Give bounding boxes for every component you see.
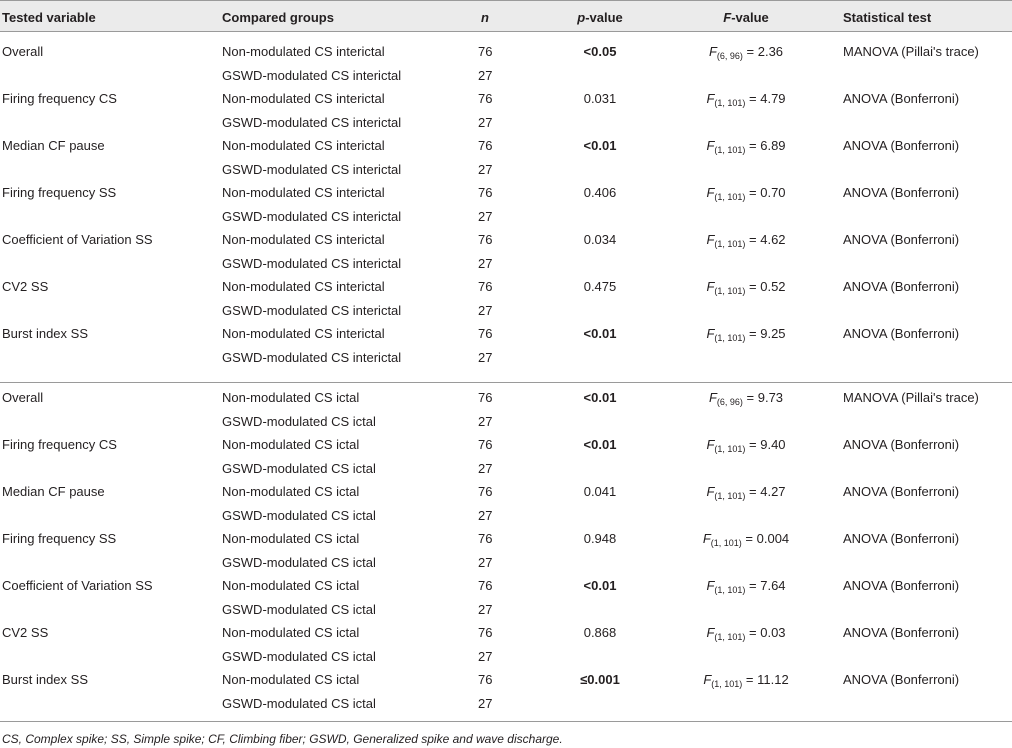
compared-group: GSWD-modulated CS interictal: [222, 208, 402, 224]
statistical-test: MANOVA (Pillai's trace): [843, 44, 979, 59]
statistical-test: ANOVA (Bonferroni): [843, 484, 960, 499]
f-letter: F: [706, 326, 715, 341]
f-degrees-of-freedom: (1, 101): [710, 538, 742, 548]
compared-group: GSWD-modulated CS ictal: [222, 460, 376, 476]
sample-size: 76: [478, 91, 493, 106]
f-value: [650, 390, 842, 407]
statistical-test: ANOVA (Bonferroni): [843, 437, 960, 452]
sample-size: 27: [478, 413, 493, 429]
compared-group: GSWD-modulated CS ictal: [222, 601, 376, 617]
tested-variable: Overall: [2, 44, 44, 59]
sample-size: 27: [478, 507, 493, 523]
tested-variable: Firing frequency SS: [2, 531, 117, 546]
f-value: [650, 326, 842, 343]
statistical-test: ANOVA (Bonferroni): [843, 185, 960, 200]
compared-group: GSWD-modulated CS ictal: [222, 413, 376, 429]
tested-variable: Coefficient of Variation SS: [2, 232, 153, 247]
statistical-test: ANOVA (Bonferroni): [843, 578, 960, 593]
f-statistic: = 4.62: [745, 232, 786, 247]
f-letter: F: [706, 625, 715, 640]
table-row: [0, 410, 1012, 434]
table-row: [0, 574, 1012, 598]
compared-group: Non-modulated CS ictal: [222, 672, 360, 687]
section-divider: [0, 382, 1012, 383]
f-letter: F: [706, 232, 715, 247]
f-value: [650, 578, 842, 595]
sample-size: 76: [478, 279, 493, 294]
compared-group: Non-modulated CS ictal: [222, 625, 360, 640]
table-row: [0, 457, 1012, 481]
f-degrees-of-freedom: (1, 101): [714, 192, 746, 202]
p-value: 0.948: [583, 531, 617, 546]
p-value: <0.01: [583, 326, 617, 341]
p-value: <0.01: [583, 578, 617, 593]
table-row: [0, 64, 1012, 88]
f-statistic: = 11.12: [742, 672, 789, 687]
f-letter: F: [706, 279, 715, 294]
header-f-letter: F: [723, 10, 732, 25]
table-row: [0, 322, 1012, 346]
f-degrees-of-freedom: (6, 96): [716, 397, 743, 407]
f-value: [650, 138, 842, 155]
header-p-value: [560, 10, 640, 25]
f-value: [650, 232, 842, 249]
statistical-test: ANOVA (Bonferroni): [843, 625, 960, 640]
compared-group: Non-modulated CS ictal: [222, 484, 360, 499]
statistical-test: ANOVA (Bonferroni): [843, 672, 960, 687]
sample-size: 27: [478, 208, 493, 224]
f-statistic: = 4.27: [745, 484, 786, 499]
f-degrees-of-freedom: (1, 101): [711, 679, 743, 689]
table-row: [0, 205, 1012, 229]
f-value: [650, 91, 842, 108]
f-statistic: = 9.40: [745, 437, 786, 452]
compared-group: Non-modulated CS interictal: [222, 232, 385, 247]
header-f-value: [650, 10, 842, 25]
f-value: [650, 44, 842, 61]
sample-size: 27: [478, 460, 493, 476]
tested-variable: Coefficient of Variation SS: [2, 578, 153, 593]
sample-size: 76: [478, 44, 493, 59]
p-value: 0.868: [583, 625, 617, 640]
tested-variable: Firing frequency SS: [2, 185, 117, 200]
statistical-test: ANOVA (Bonferroni): [843, 138, 960, 153]
sample-size: 27: [478, 601, 493, 617]
f-degrees-of-freedom: (1, 101): [714, 444, 746, 454]
table-row: [0, 668, 1012, 692]
compared-group: Non-modulated CS interictal: [222, 91, 385, 106]
table-row: [0, 40, 1012, 64]
f-letter: F: [706, 91, 715, 106]
table-header: [0, 0, 1012, 32]
tested-variable: Median CF pause: [2, 138, 105, 153]
sample-size: 27: [478, 67, 493, 83]
f-statistic: = 0.03: [745, 625, 786, 640]
sample-size: 27: [478, 302, 493, 318]
sample-size: 76: [478, 437, 493, 452]
f-degrees-of-freedom: (1, 101): [714, 333, 746, 343]
table-row: [0, 158, 1012, 182]
sample-size: 27: [478, 161, 493, 177]
f-statistic: = 4.79: [745, 91, 786, 106]
f-value: [650, 484, 842, 501]
f-letter: F: [708, 44, 717, 59]
sample-size: 76: [478, 185, 493, 200]
f-degrees-of-freedom: (1, 101): [714, 286, 746, 296]
table-row: [0, 386, 1012, 410]
p-value: ≤0.001: [580, 672, 620, 687]
table-row: [0, 645, 1012, 669]
tested-variable: Overall: [2, 390, 44, 405]
sample-size: 27: [478, 695, 493, 711]
sample-size: 76: [478, 232, 493, 247]
p-value: 0.406: [583, 185, 617, 200]
table-footnote: CS, Complex spike; SS, Simple spike; CF, Climbing fiber; GSWD, Generalized spike and wave discharge.: [2, 732, 563, 746]
compared-group: Non-modulated CS ictal: [222, 531, 360, 546]
table-row: [0, 692, 1012, 716]
tested-variable: Firing frequency CS: [2, 437, 117, 452]
f-letter: F: [706, 578, 715, 593]
f-degrees-of-freedom: (1, 101): [714, 239, 746, 249]
f-value: [650, 625, 842, 642]
header-p-suffix: -value: [585, 10, 623, 25]
statistical-test: MANOVA (Pillai's trace): [843, 390, 979, 405]
compared-group: GSWD-modulated CS interictal: [222, 349, 402, 365]
table-bottom-border: [0, 721, 1012, 722]
compared-group: Non-modulated CS interictal: [222, 185, 385, 200]
f-degrees-of-freedom: (1, 101): [714, 98, 746, 108]
table-row: [0, 181, 1012, 205]
p-value: 0.031: [583, 91, 617, 106]
table-row: [0, 252, 1012, 276]
statistical-test: ANOVA (Bonferroni): [843, 232, 960, 247]
header-tested-variable: Tested variable: [2, 10, 96, 25]
table-row: [0, 87, 1012, 111]
compared-group: Non-modulated CS interictal: [222, 326, 385, 341]
statistical-test: ANOVA (Bonferroni): [843, 326, 960, 341]
tested-variable: Burst index SS: [2, 326, 88, 341]
p-value: <0.01: [583, 138, 617, 153]
compared-group: GSWD-modulated CS ictal: [222, 695, 376, 711]
table-row: [0, 480, 1012, 504]
sample-size: 76: [478, 672, 493, 687]
f-letter: F: [706, 484, 715, 499]
f-value: [650, 185, 842, 202]
table-row: [0, 621, 1012, 645]
p-value: 0.475: [583, 279, 617, 294]
f-value: [650, 279, 842, 296]
f-degrees-of-freedom: (1, 101): [714, 632, 746, 642]
tested-variable: Firing frequency CS: [2, 91, 117, 106]
table-row: [0, 134, 1012, 158]
compared-group: GSWD-modulated CS ictal: [222, 554, 376, 570]
compared-group: GSWD-modulated CS interictal: [222, 114, 402, 130]
header-statistical-test: Statistical test: [843, 10, 932, 25]
f-degrees-of-freedom: (1, 101): [714, 585, 746, 595]
header-compared-groups: Compared groups: [222, 10, 334, 25]
compared-group: Non-modulated CS interictal: [222, 279, 385, 294]
f-statistic: = 2.36: [742, 44, 784, 59]
sample-size: 76: [478, 531, 493, 546]
p-value: 0.034: [583, 232, 617, 247]
f-statistic: = 0.70: [745, 185, 786, 200]
compared-group: GSWD-modulated CS interictal: [222, 161, 402, 177]
sample-size: 76: [478, 326, 493, 341]
compared-group: Non-modulated CS ictal: [222, 437, 360, 452]
f-statistic: = 9.25: [745, 326, 786, 341]
header-p-letter: p: [577, 10, 586, 25]
compared-group: GSWD-modulated CS interictal: [222, 67, 402, 83]
table-row: [0, 551, 1012, 575]
compared-group: GSWD-modulated CS ictal: [222, 507, 376, 523]
p-value: 0.041: [583, 484, 617, 499]
f-statistic: = 7.64: [745, 578, 786, 593]
sample-size: 76: [478, 625, 493, 640]
table-row: [0, 527, 1012, 551]
statistical-test: ANOVA (Bonferroni): [843, 531, 960, 546]
compared-group: Non-modulated CS interictal: [222, 138, 385, 153]
f-value: [650, 531, 842, 548]
sample-size: 76: [478, 578, 493, 593]
sample-size: 27: [478, 114, 493, 130]
sample-size: 27: [478, 349, 493, 365]
sample-size: 76: [478, 390, 493, 405]
f-letter: F: [706, 185, 715, 200]
header-n: n: [481, 10, 489, 25]
f-statistic: = 9.73: [742, 390, 784, 405]
f-letter: F: [706, 138, 715, 153]
p-value: <0.01: [583, 437, 617, 452]
p-value: <0.01: [583, 390, 617, 405]
table-row: [0, 346, 1012, 370]
f-letter: F: [703, 672, 712, 687]
tested-variable: Median CF pause: [2, 484, 105, 499]
tested-variable: CV2 SS: [2, 625, 49, 640]
f-letter: F: [706, 437, 715, 452]
compared-group: GSWD-modulated CS ictal: [222, 648, 376, 664]
f-statistic: = 6.89: [745, 138, 786, 153]
compared-group: GSWD-modulated CS interictal: [222, 255, 402, 271]
f-value: [650, 672, 842, 689]
tested-variable: CV2 SS: [2, 279, 49, 294]
f-value: [650, 437, 842, 454]
table-row: [0, 504, 1012, 528]
f-degrees-of-freedom: (1, 101): [714, 145, 746, 155]
table-row: [0, 299, 1012, 323]
table-row: [0, 598, 1012, 622]
statistical-test: ANOVA (Bonferroni): [843, 279, 960, 294]
compared-group: Non-modulated CS ictal: [222, 390, 360, 405]
tested-variable: Burst index SS: [2, 672, 88, 687]
table-row: [0, 228, 1012, 252]
sample-size: 76: [478, 484, 493, 499]
f-degrees-of-freedom: (1, 101): [714, 491, 746, 501]
compared-group: Non-modulated CS interictal: [222, 44, 385, 59]
table-row: [0, 111, 1012, 135]
sample-size: 27: [478, 255, 493, 271]
sample-size: 27: [478, 554, 493, 570]
compared-group: Non-modulated CS ictal: [222, 578, 360, 593]
table-row: [0, 275, 1012, 299]
sample-size: 27: [478, 648, 493, 664]
f-degrees-of-freedom: (6, 96): [716, 51, 743, 61]
statistical-test: ANOVA (Bonferroni): [843, 91, 960, 106]
table-row: [0, 433, 1012, 457]
f-statistic: = 0.004: [741, 531, 790, 546]
sample-size: 76: [478, 138, 493, 153]
compared-group: GSWD-modulated CS interictal: [222, 302, 402, 318]
f-letter: F: [708, 390, 717, 405]
p-value: <0.05: [583, 44, 617, 59]
header-f-suffix: -value: [731, 10, 769, 25]
f-statistic: = 0.52: [745, 279, 786, 294]
f-letter: F: [702, 531, 711, 546]
